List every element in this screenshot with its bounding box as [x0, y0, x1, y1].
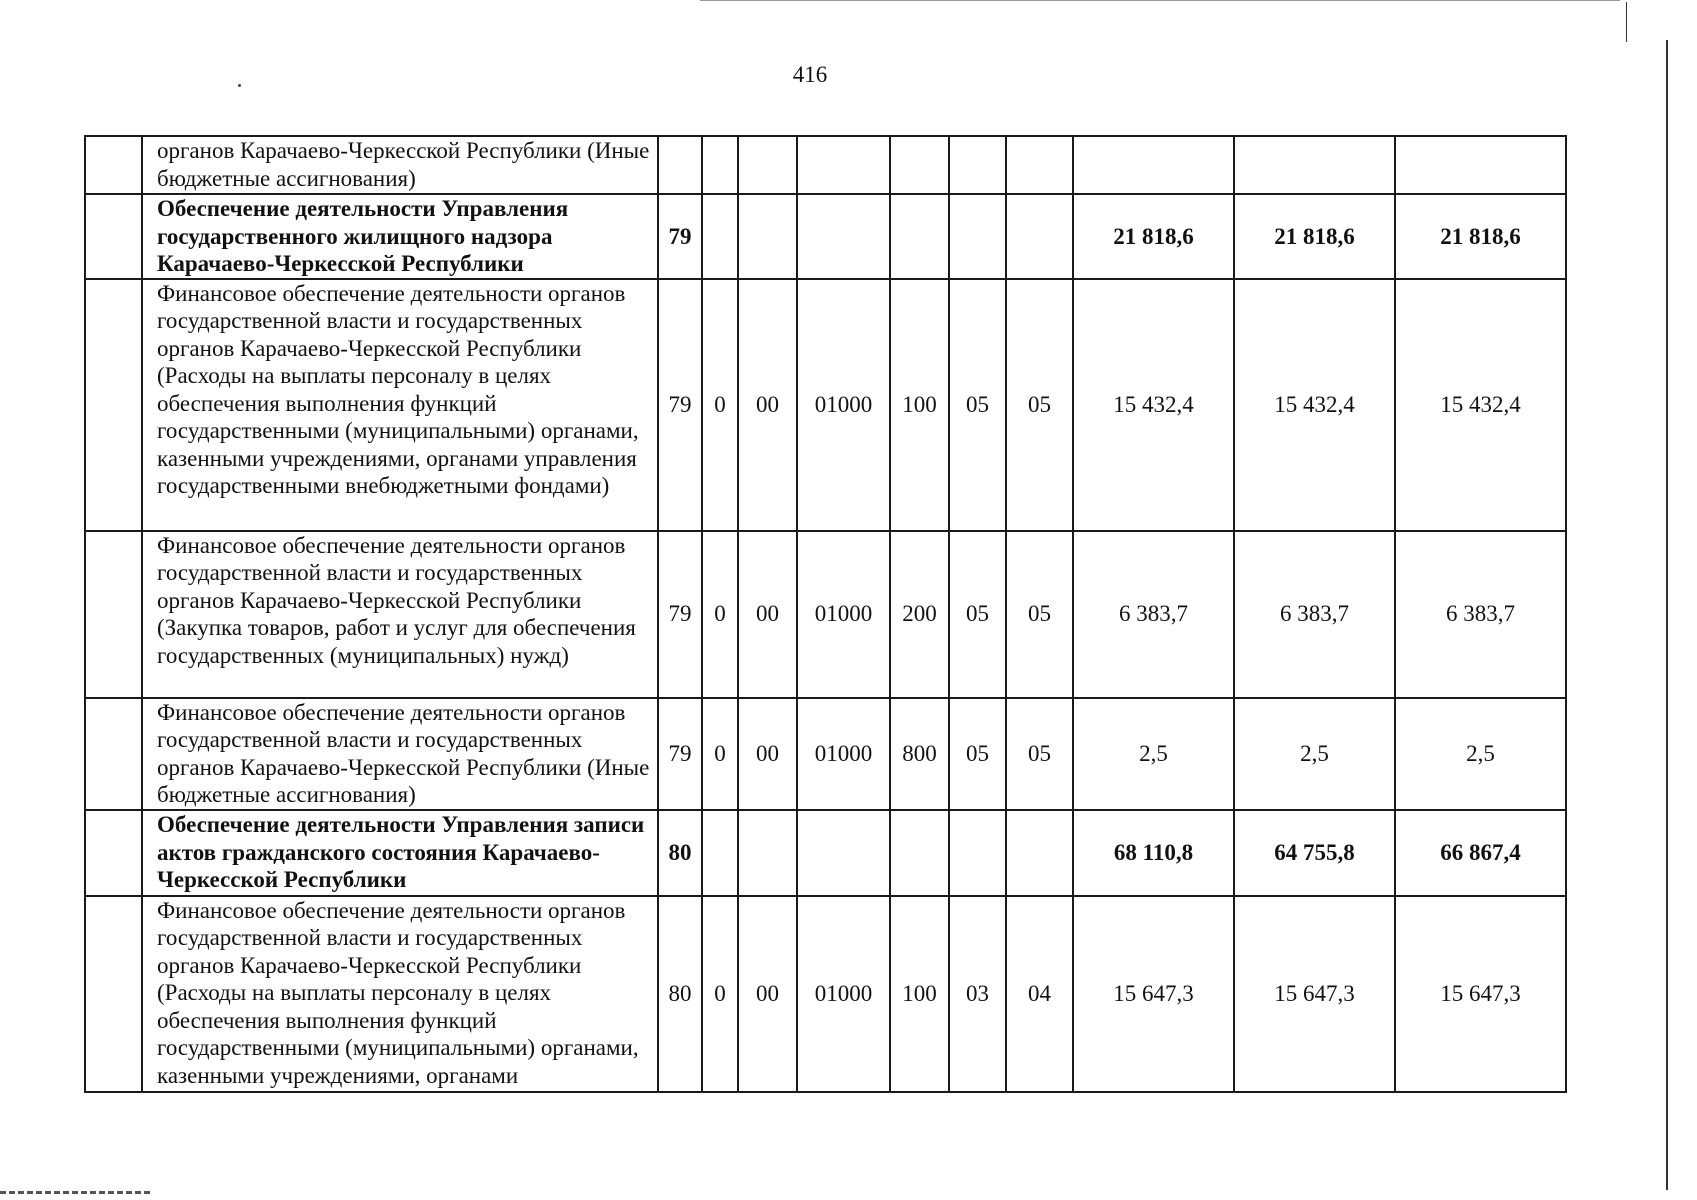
subsection-cell — [1006, 136, 1073, 194]
ministry-code-cell: 79 — [658, 194, 702, 279]
scan-top-line — [700, 0, 1620, 1]
direction-code-cell — [797, 194, 890, 279]
table-row — [85, 896, 1566, 1092]
section-cell — [949, 810, 1006, 896]
page-number: 416 — [792, 62, 828, 87]
scan-edge-line — [1626, 2, 1627, 42]
subsection-cell — [1006, 194, 1073, 279]
program-code-cell: 0 — [702, 896, 738, 1092]
item-name-cell: Финансовое обеспечение деятельности органов государственной власти и государственных органов Карачаево-Черкесской Республики (Расходы на выплаты персоналу в целях обеспечения выполнения функций государственными (муниципальными) органами, казенными учреждениями, органами управления государственными внебюджетными фондами) — [142, 279, 658, 531]
budget-table — [84, 135, 1567, 1093]
amount-year-2-cell: 6 383,7 — [1234, 531, 1395, 698]
scan-bottom-mark — [0, 1191, 150, 1194]
item-name-cell: органов Карачаево-Черкесской Республики (Иные бюджетные ассигнования) — [142, 136, 658, 194]
table-row — [85, 531, 1566, 698]
item-name-cell: Финансовое обеспечение деятельности органов государственной власти и государственных органов Карачаево-Черкесской Республики (Иные бюджетные ассигнования) — [142, 698, 658, 810]
amount-year-2-cell: 15 647,3 — [1234, 896, 1395, 1092]
section-cell — [949, 136, 1006, 194]
section-cell: 05 — [949, 698, 1006, 810]
direction-code-cell: 01000 — [797, 531, 890, 698]
subprogram-code-cell: 00 — [738, 698, 797, 810]
amount-year-3-cell: 15 647,3 — [1395, 896, 1566, 1092]
ministry-code-cell: 80 — [658, 896, 702, 1092]
table-row — [85, 698, 1566, 810]
program-code-cell — [702, 194, 738, 279]
program-code-cell — [702, 810, 738, 896]
ministry-code-cell: 80 — [658, 810, 702, 896]
section-cell — [949, 194, 1006, 279]
expense-type-cell — [890, 194, 949, 279]
expense-type-cell — [890, 136, 949, 194]
amount-year-1-cell: 21 818,6 — [1073, 194, 1234, 279]
subsection-cell: 04 — [1006, 896, 1073, 1092]
ministry-code-cell: 79 — [658, 279, 702, 531]
amount-year-2-cell: 64 755,8 — [1234, 810, 1395, 896]
expense-type-cell: 800 — [890, 698, 949, 810]
subprogram-code-cell — [738, 810, 797, 896]
amount-year-1-cell: 2,5 — [1073, 698, 1234, 810]
amount-year-1-cell: 15 432,4 — [1073, 279, 1234, 531]
amount-year-2-cell: 2,5 — [1234, 698, 1395, 810]
row-index-cell — [85, 136, 142, 194]
table-row — [85, 136, 1566, 194]
item-name-cell: Обеспечение деятельности Управления записи актов гражданского состояния Карачаево-Черкесской Республики — [142, 810, 658, 896]
table-row — [85, 194, 1566, 279]
amount-year-3-cell: 6 383,7 — [1395, 531, 1566, 698]
row-index-cell — [85, 698, 142, 810]
amount-year-3-cell — [1395, 136, 1566, 194]
amount-year-1-cell: 15 647,3 — [1073, 896, 1234, 1092]
section-cell: 05 — [949, 279, 1006, 531]
row-index-cell — [85, 194, 142, 279]
row-index-cell — [85, 531, 142, 698]
row-index-cell — [85, 896, 142, 1092]
subprogram-code-cell: 00 — [738, 896, 797, 1092]
expense-type-cell: 200 — [890, 531, 949, 698]
subprogram-code-cell — [738, 136, 797, 194]
subsection-cell: 05 — [1006, 698, 1073, 810]
program-code-cell — [702, 136, 738, 194]
ministry-code-cell: 79 — [658, 698, 702, 810]
subprogram-code-cell — [738, 194, 797, 279]
amount-year-2-cell: 15 432,4 — [1234, 279, 1395, 531]
table-row — [85, 279, 1566, 531]
program-code-cell: 0 — [702, 279, 738, 531]
amount-year-1-cell — [1073, 136, 1234, 194]
subsection-cell: 05 — [1006, 531, 1073, 698]
ministry-code-cell: 79 — [658, 531, 702, 698]
direction-code-cell: 01000 — [797, 698, 890, 810]
amount-year-3-cell: 15 432,4 — [1395, 279, 1566, 531]
subprogram-code-cell: 00 — [738, 531, 797, 698]
amount-year-3-cell: 2,5 — [1395, 698, 1566, 810]
item-name-cell: Финансовое обеспечение деятельности органов государственной власти и государственных органов Карачаево-Черкесской Республики (Закупка товаров, работ и услуг для обеспечения государственных (муниципальных) нужд) — [142, 531, 658, 698]
amount-year-2-cell: 21 818,6 — [1234, 194, 1395, 279]
amount-year-1-cell: 6 383,7 — [1073, 531, 1234, 698]
row-index-cell — [85, 810, 142, 896]
item-name-cell: Финансовое обеспечение деятельности органов государственной власти и государственных органов Карачаево-Черкесской Республики (Расходы на выплаты персоналу в целях обеспечения выполнения функций государственными (муниципальными) органами, казенными учреждениями, органами — [142, 896, 658, 1092]
scan-speck — [238, 84, 241, 87]
expense-type-cell: 100 — [890, 896, 949, 1092]
item-name-cell: Обеспечение деятельности Управления государственного жилищного надзора Карачаево-Черкесской Республики — [142, 194, 658, 279]
ministry-code-cell — [658, 136, 702, 194]
section-cell: 05 — [949, 531, 1006, 698]
amount-year-3-cell: 21 818,6 — [1395, 194, 1566, 279]
direction-code-cell — [797, 810, 890, 896]
table-row — [85, 810, 1566, 896]
scan-edge-line — [1666, 40, 1668, 1190]
subsection-cell — [1006, 810, 1073, 896]
expense-type-cell — [890, 810, 949, 896]
subsection-cell: 05 — [1006, 279, 1073, 531]
subprogram-code-cell: 00 — [738, 279, 797, 531]
program-code-cell: 0 — [702, 698, 738, 810]
program-code-cell: 0 — [702, 531, 738, 698]
amount-year-1-cell: 68 110,8 — [1073, 810, 1234, 896]
row-index-cell — [85, 279, 142, 531]
section-cell: 03 — [949, 896, 1006, 1092]
expense-type-cell: 100 — [890, 279, 949, 531]
direction-code-cell — [797, 136, 890, 194]
amount-year-3-cell: 66 867,4 — [1395, 810, 1566, 896]
amount-year-2-cell — [1234, 136, 1395, 194]
direction-code-cell: 01000 — [797, 279, 890, 531]
table-body — [85, 136, 1566, 1092]
direction-code-cell: 01000 — [797, 896, 890, 1092]
